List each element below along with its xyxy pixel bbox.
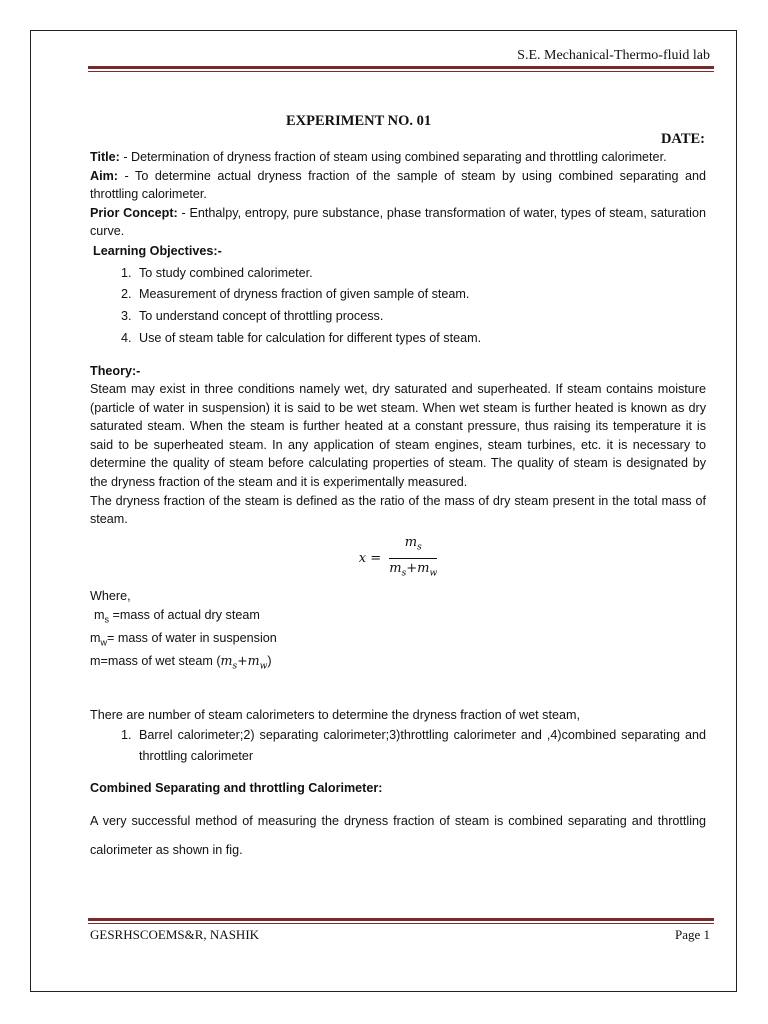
denominator-sub-w: w xyxy=(429,568,438,579)
ms-sub: s xyxy=(104,614,109,625)
header-lab-title: S.E. Mechanical-Thermo-fluid lab xyxy=(517,48,710,63)
footer-page-number: Page 1 xyxy=(674,927,710,942)
aim-paragraph xyxy=(90,167,706,204)
prior-concept-label: Prior Concept: xyxy=(90,205,178,220)
calorimeters-list xyxy=(90,725,706,767)
m-expr-sub-a: s xyxy=(232,661,238,672)
formula-fraction xyxy=(389,534,437,583)
title-text: - Determination of dryness fraction of steam using combined separating and throttling calorimeter. xyxy=(119,150,667,164)
learning-objectives-heading: Learning Objectives:- xyxy=(93,243,222,258)
mw-sub: w xyxy=(100,637,107,648)
m-expr-sub-b: w xyxy=(259,661,268,672)
formula-denominator xyxy=(389,559,437,583)
ms-definition xyxy=(90,606,706,629)
m-definition xyxy=(90,652,706,676)
denominator-m: m xyxy=(389,561,402,577)
dryness-fraction-formula xyxy=(90,534,706,583)
numerator-m: m xyxy=(404,534,418,550)
footer-institute: GESRHSCOEMS&R, NASHIK xyxy=(90,927,260,942)
mw-symbol: m xyxy=(90,630,101,645)
m-expr-a: m xyxy=(220,653,233,669)
list-item: 2. Measurement of dryness fraction of given sample of steam. xyxy=(135,285,706,304)
title-paragraph xyxy=(90,148,706,167)
list-item: 3. To understand concept of throttling process. xyxy=(135,307,706,326)
where-label: Where, xyxy=(90,589,131,604)
footer-rule xyxy=(88,918,714,924)
theory-paragraph-2: The dryness fraction of the steam is defined as the ratio of the mass of dry steam present in the total mass of steam. xyxy=(90,493,706,527)
formula-lhs: x = xyxy=(358,551,382,567)
mw-definition xyxy=(90,629,706,652)
denominator-sub-s: s xyxy=(401,568,407,579)
ms-symbol: m xyxy=(94,607,105,622)
calorimeters-intro: There are number of steam calorimeters to determine the dryness fraction of wet steam, xyxy=(90,708,580,723)
prior-concept-paragraph xyxy=(90,204,706,241)
mw-text: = mass of water in suspension xyxy=(107,630,277,645)
ms-text: =mass of actual dry steam xyxy=(109,607,260,622)
prior-concept-text: - Enthalpy, entropy, pure substance, phase transformation of water, types of steam, saturation curve. xyxy=(90,205,706,239)
experiment-number: EXPERIMENT NO. 01 xyxy=(286,113,432,129)
page-content xyxy=(90,112,706,878)
m-close: ) xyxy=(267,654,272,669)
date-label: DATE: xyxy=(660,131,705,147)
learning-objectives-list xyxy=(90,264,706,348)
spacer xyxy=(90,676,706,706)
list-item: 1. To study combined calorimeter. xyxy=(135,264,706,283)
list-item: 4. Use of steam table for calculation for different types of steam. xyxy=(135,329,706,348)
title-label: Title: xyxy=(90,150,120,164)
header-rule xyxy=(88,66,714,72)
list-item: 1. Barrel calorimeter;2) separating calorimeter;3)throttling calorimeter and ,4)combined separating and throttling calorimeter xyxy=(135,725,706,767)
theory-paragraph-1: Steam may exist in three conditions namely wet, dry saturated and superheated. If steam contains moisture (particle of water in suspension) it is said to be wet steam. When wet steam is further heated is known as dry saturated steam. When the steam is further heated at a constant pressure, thus raising its temperature it is said to be superheated steam. In any application of steam engines, steam turbines, etc. it is necessary to determine the quality of steam before calculating properties of steam. The quality of steam is designated by the dryness fraction of the steam and it is experimentally measured. xyxy=(90,382,706,490)
aim-text: - To determine actual dryness fraction of the sample of steam by using combined separating and throttling calorimeter. xyxy=(90,168,706,202)
numerator-sub: s xyxy=(417,542,422,553)
denominator-plus-m: +m xyxy=(406,561,430,577)
aim-label: Aim: xyxy=(90,168,118,183)
combined-heading: Combined Separating and throttling Calorimeter: xyxy=(90,780,383,795)
combined-paragraph: A very successful method of measuring the dryness fraction of steam is combined separating and throttling calorimeter as shown in fig. xyxy=(90,814,706,858)
theory-heading: Theory:- xyxy=(90,363,141,378)
m-expr-plus: +m xyxy=(237,653,260,669)
formula-numerator xyxy=(389,534,437,559)
m-text: m=mass of wet steam ( xyxy=(90,654,221,669)
